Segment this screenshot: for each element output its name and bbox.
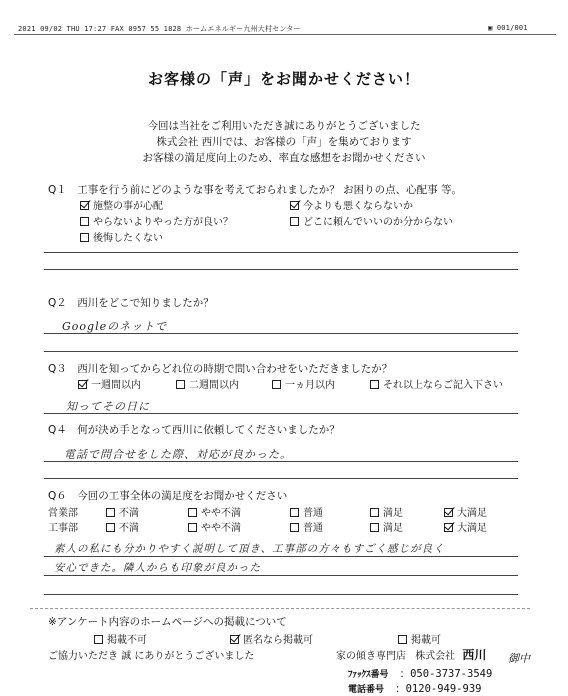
homepage-option-2-text: 匿名なら掲載可 — [243, 635, 313, 646]
q1-option-3-text: やらないよりやった方が良い？ — [93, 217, 233, 228]
q6-construction-option-1[interactable] — [106, 519, 139, 534]
checkbox-icon[interactable] — [272, 380, 281, 389]
q1-option-2[interactable] — [290, 197, 413, 212]
checkbox-icon[interactable] — [290, 217, 299, 226]
q1-option-3[interactable] — [80, 213, 233, 228]
q6-construction-option-2[interactable] — [188, 519, 241, 534]
checkbox-icon[interactable] — [80, 233, 89, 242]
intro-line-1: 今回は当社をご利用いただき誠にありがとうございました — [147, 120, 421, 132]
q1-option-2-text: 今よりも悪くならないか — [303, 201, 413, 212]
q6-sales-option-1[interactable] — [106, 504, 139, 519]
q4-answer-rule-1 — [44, 461, 518, 462]
q6-construction-option-3[interactable] — [290, 519, 323, 534]
q4-answer[interactable]: 電話で問合せをした際、対応が良かった。 — [64, 448, 292, 461]
fax-header-rule — [14, 34, 556, 35]
company-name: 西川 — [462, 648, 487, 662]
checkbox-checked-icon[interactable] — [444, 508, 453, 517]
q3-option-3-text: 一ヵ月以内 — [285, 380, 335, 391]
q6-construction-option-3-text: 普通 — [303, 523, 323, 534]
checkbox-icon[interactable] — [80, 217, 89, 226]
checkbox-checked-icon[interactable] — [78, 380, 87, 389]
q6-sales-option-4[interactable] — [370, 504, 403, 519]
q4-label: Q４ 何が決め手となって西川に依頼してくださいましたか？ — [48, 424, 340, 436]
q6-construction-option-4[interactable] — [370, 519, 403, 534]
q3-option-1-text: 一週間以内 — [91, 380, 141, 391]
intro-line-2: 株式会社 西川では、お客様の「声」を集めております — [156, 136, 412, 148]
q4-answer-rule-2 — [44, 478, 518, 479]
checkbox-icon[interactable] — [188, 508, 197, 517]
checkbox-checked-icon[interactable] — [80, 201, 89, 210]
checkbox-icon[interactable] — [370, 523, 379, 532]
homepage-option-2[interactable] — [230, 631, 313, 646]
q1-label: Q１ 工事を行う前にどのような事を考えておられましたか？ お困りの点、心配事 等。 — [48, 184, 462, 196]
q6-sales-option-5[interactable] — [444, 504, 487, 519]
checkbox-checked-icon[interactable] — [230, 635, 239, 644]
recipient-seal: 御中 — [508, 652, 530, 665]
q3-answer[interactable]: 知ってその日に — [66, 400, 150, 413]
homepage-option-1[interactable] — [94, 631, 147, 646]
q2-answer-rule-1 — [44, 333, 518, 334]
q6-answer-rule-3 — [44, 594, 518, 595]
fax-icon: ▣ — [488, 24, 493, 32]
checkbox-icon[interactable] — [398, 635, 407, 644]
q6-sales-option-2[interactable] — [188, 504, 241, 519]
q1-option-4[interactable] — [290, 213, 453, 228]
q3-label: Q３ 西川を知ってからどれ位の時期で問い合わせをいただきましたか？ — [48, 363, 393, 375]
q6-row-sales-name: 営業部 — [48, 508, 78, 519]
q6-answer-rule-1 — [44, 556, 518, 557]
q6-sales-option-3-text: 普通 — [303, 508, 323, 519]
q1-option-4-text: どこに頼んでいいのか分からない — [303, 217, 453, 228]
fax-number: ：050-3737-3549 — [399, 668, 493, 680]
q1-option-1-text: 施整の事が心配 — [93, 201, 163, 212]
q6-construction-option-1-text: 不満 — [119, 523, 139, 534]
q3-option-2[interactable] — [176, 376, 239, 391]
fax-number-label: ﾌｧｯｸｽ番号 — [348, 670, 389, 680]
q6-sales-option-1-text: 不満 — [119, 508, 139, 519]
checkbox-icon[interactable] — [106, 508, 115, 517]
q6-construction-option-4-text: 満足 — [383, 523, 403, 534]
q6-answer-rule-2 — [44, 575, 518, 576]
q6-sales-option-4-text: 満足 — [383, 508, 403, 519]
q1-option-5[interactable] — [80, 229, 163, 244]
q6-label: Q６ 今回の工事全体の満足度をお聞かせください — [48, 490, 288, 502]
q6-sales-option-2-text: やや不満 — [201, 508, 241, 519]
checkbox-icon[interactable] — [188, 523, 197, 532]
checkbox-icon[interactable] — [94, 635, 103, 644]
fax-header-text: 2021 09/02 THU 17:27 FAX 0957 55 1828 ホームエネルギー九州大村センター — [18, 25, 301, 33]
q3-answer-rule — [44, 413, 518, 414]
q6-answer-line-1[interactable]: 素人の私にも分かりやすく説明して頂き、工事部の方々もすごく感じが良く — [54, 543, 445, 555]
q1-option-1[interactable] — [80, 197, 163, 212]
q1-answer-rule-2 — [44, 269, 518, 270]
homepage-label: ※アンケート内容のホームページへの掲載について — [48, 616, 287, 628]
q2-label: Q２ 西川をどこで知りましたか？ — [48, 297, 214, 309]
q1-option-5-text: 後悔したくない — [93, 233, 163, 244]
q6-row-construction-name: 工事部 — [48, 523, 78, 534]
homepage-option-3[interactable] — [398, 631, 441, 646]
company-block — [336, 646, 486, 663]
company-prefix: 株式会社 — [415, 651, 456, 662]
q3-option-4[interactable] — [370, 376, 503, 391]
q3-option-2-text: 二週間以内 — [189, 380, 239, 391]
checkbox-checked-icon[interactable] — [444, 523, 453, 532]
tel-number-label: 電話番号 — [348, 685, 385, 695]
q6-sales-option-5-text: 大満足 — [457, 508, 487, 519]
checkbox-icon[interactable] — [290, 508, 299, 517]
q6-sales-option-3[interactable] — [290, 504, 323, 519]
q2-answer[interactable]: Googleのネットで — [62, 320, 168, 333]
q2-answer-rule-2 — [44, 351, 518, 352]
tel-number: ：0120-949-939 — [395, 683, 482, 695]
intro-line-3: お客様の満足度向上のため、率直な感想をお聞かせください — [142, 152, 426, 164]
shop-name: 家の傾き専門店 — [336, 651, 406, 662]
q3-option-3[interactable] — [272, 376, 335, 391]
checkbox-icon[interactable] — [370, 508, 379, 517]
q1-answer-rule-1 — [44, 252, 518, 253]
fax-page-count — [488, 24, 528, 32]
thanks-text: ご協力いただき 誠 にありがとうございました — [48, 651, 255, 662]
q3-option-1[interactable] — [78, 376, 141, 391]
checkbox-icon[interactable] — [370, 380, 379, 389]
q6-construction-option-5-text: 大満足 — [457, 523, 487, 534]
fax-page-count-text: 001/001 — [496, 24, 528, 32]
section-divider — [30, 608, 530, 609]
homepage-option-1-text: 掲載不可 — [107, 635, 147, 646]
checkbox-icon[interactable] — [106, 523, 115, 532]
checkbox-icon[interactable] — [176, 380, 185, 389]
q3-option-4-text: それ以上ならご記入下さい — [383, 380, 503, 391]
q6-construction-option-2-text: やや不満 — [201, 523, 241, 534]
checkbox-icon[interactable] — [290, 523, 299, 532]
homepage-option-3-text: 掲載可 — [411, 635, 441, 646]
checkbox-checked-icon[interactable] — [290, 201, 299, 210]
q6-answer-line-2[interactable]: 安心できた。隣人からも印象が良かった — [54, 562, 261, 574]
q6-construction-option-5[interactable] — [444, 519, 487, 534]
page-title: お客様の「声」をお聞かせください！ — [147, 70, 420, 88]
tel-number-row — [348, 677, 481, 696]
